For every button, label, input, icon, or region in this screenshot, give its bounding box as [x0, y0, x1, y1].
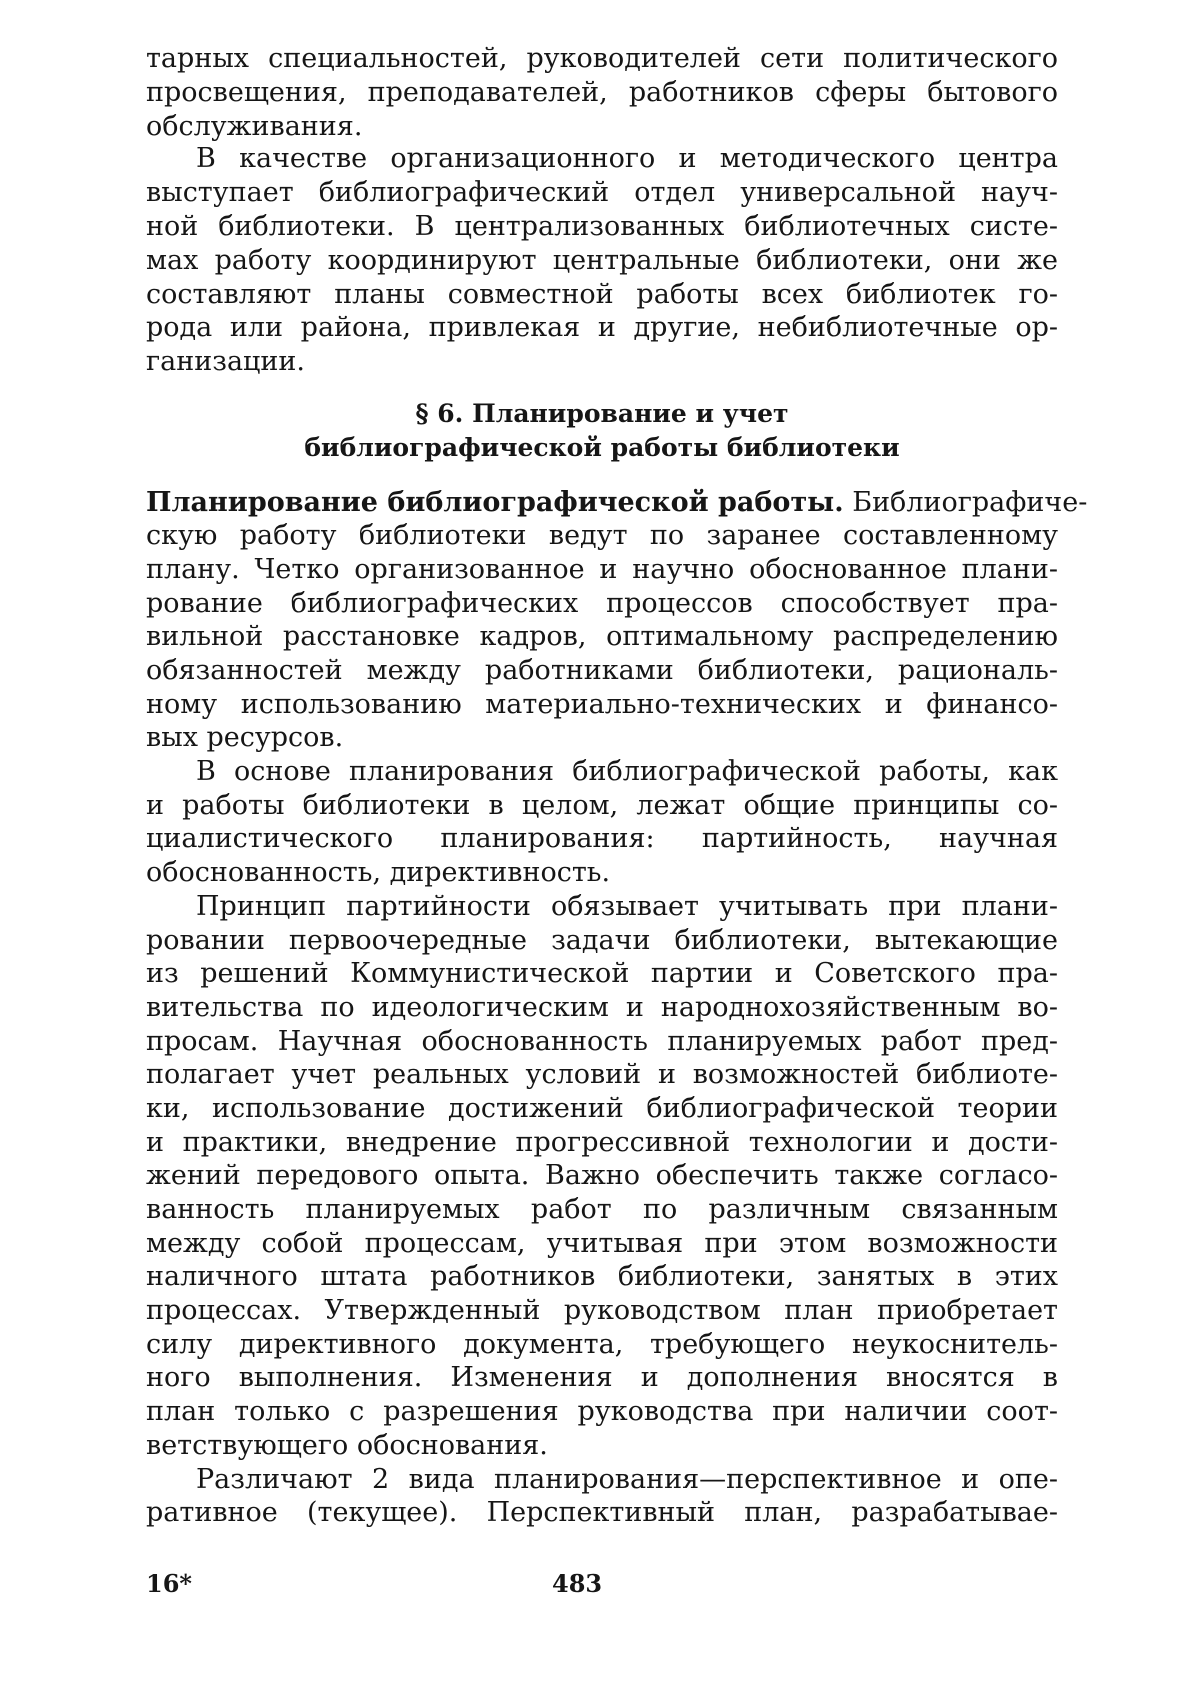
text-line: план только с разрешения руководства при наличии соот- — [146, 1396, 1058, 1427]
text-line: циалистического планирования: партийность, научная — [146, 823, 1058, 854]
text-line: В качестве организационного и методического центра — [196, 143, 1058, 174]
text-line: из решений Коммунистической партии и Советского пра- — [146, 958, 1058, 989]
text-line: ной библиотеки. В централизованных библиотечных систе- — [146, 211, 1058, 242]
section-heading-line-1: § 6. Планирование и учет — [415, 399, 789, 428]
text-line: жений передового опыта. Важно обеспечить также согласо- — [146, 1160, 1058, 1191]
text-line: рование библиографических процессов способствует пра- — [146, 588, 1058, 619]
text-line: и практики, внедрение прогрессивной технологии и дости- — [146, 1127, 1058, 1158]
text-line: рода или района, привлекая и другие, небиблиотечные ор- — [146, 312, 1058, 343]
text-line: плану. Четко организованное и научно обоснованное плани- — [146, 554, 1058, 585]
text-line: силу директивного документа, требующего неукоснитель- — [146, 1329, 1058, 1360]
text-line: ветствующего обоснования. — [146, 1430, 548, 1461]
text-line: вых ресурсов. — [146, 722, 344, 753]
text-line: процессах. Утвержденный руководством план приобретает — [146, 1295, 1058, 1326]
text-line: составляют планы совместной работы всех библиотек го- — [146, 279, 1058, 310]
text-line: вильной расстановке кадров, оптимальному распределению — [146, 621, 1058, 652]
text-line: ному использованию материально-технических и финансо- — [146, 689, 1058, 720]
text-line: между собой процессам, учитывая при этом возможности — [146, 1228, 1058, 1259]
text-line: тарных специальностей, руководителей сети политического — [146, 43, 1058, 74]
text-line: ки, использование достижений библиографической теории — [146, 1093, 1058, 1124]
text-line: скую работу библиотеки ведут по заранее составленному — [146, 520, 1058, 551]
section-heading-line-2: библиографической работы библиотеки — [304, 433, 900, 462]
text-line: полагает учет реальных условий и возможностей библиоте- — [146, 1059, 1058, 1090]
text-line: наличного штата работников библиотеки, занятых в этих — [146, 1261, 1058, 1292]
text-line: ганизации. — [146, 346, 305, 377]
text-line: и работы библиотеки в целом, лежат общие принципы со- — [146, 790, 1058, 821]
text-line: обязанностей между работниками библиотеки, рациональ- — [146, 655, 1058, 686]
text-line: Принцип партийности обязывает учитывать при плани- — [196, 891, 1058, 922]
runin-heading: Планирование библиографической работы. — [146, 487, 844, 518]
text-line: обоснованность, директивность. — [146, 857, 611, 888]
text-line: ванность планируемых работ по различным связанным — [146, 1194, 1058, 1225]
text-line: ного выполнения. Изменения и дополнения вносятся в — [146, 1362, 1058, 1393]
text-line: просам. Научная обоснованность планируемых работ пред- — [146, 1026, 1058, 1057]
text-line: ративное (текущее). Перспективный план, разрабатывае- — [146, 1497, 1058, 1528]
page-number: 483 — [552, 1569, 603, 1598]
runin-continuation: Библиографиче- — [843, 487, 1088, 518]
signature-mark: 16* — [146, 1569, 192, 1598]
text-line: выступает библиографический отдел универсальной науч- — [146, 177, 1058, 208]
text-line: Различают 2 вида планирования—перспективное и опе- — [196, 1464, 1058, 1495]
text-line: ровании первоочередные задачи библиотеки, вытекающие — [146, 925, 1058, 956]
text-line: просвещения, преподавателей, работников сферы бытового — [146, 77, 1058, 108]
text-line: обслуживания. — [146, 111, 363, 142]
text-line: В основе планирования библиографической работы, как — [196, 756, 1058, 787]
text-line: мах работу координируют центральные библиотеки, они же — [146, 245, 1058, 276]
text-line: вительства по идеологическим и народнохозяйственным во- — [146, 992, 1058, 1023]
